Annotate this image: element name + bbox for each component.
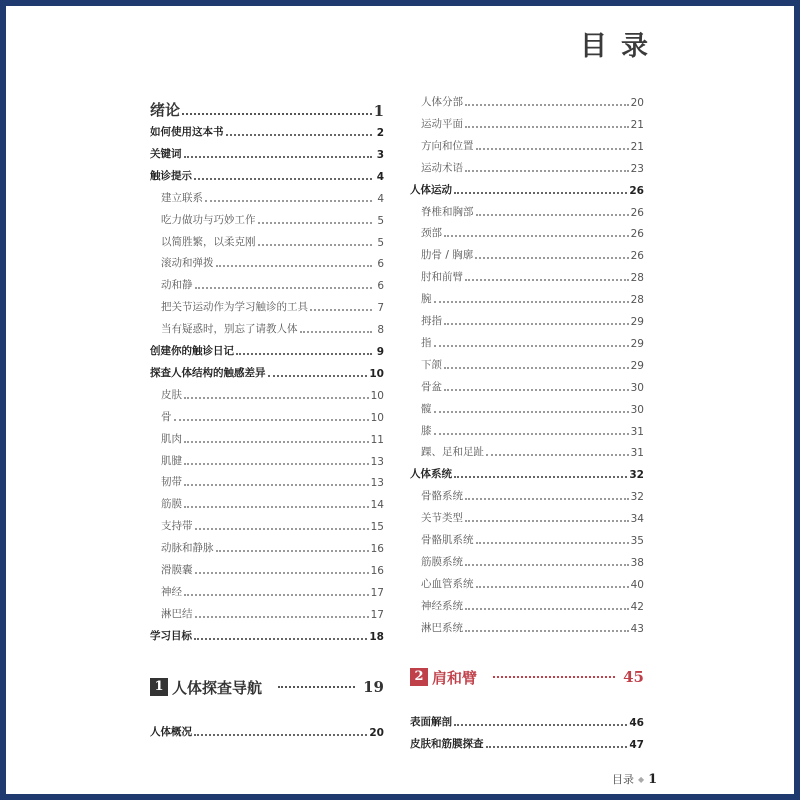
toc-entry-page: 5 [377, 236, 384, 249]
leader-dots [465, 498, 629, 500]
toc-entry-title: 肋骨 / 胸廓 [421, 249, 474, 262]
toc-entry[interactable] [410, 709, 644, 729]
toc-entry-title: 膝 [421, 424, 432, 437]
leader-dots [184, 463, 369, 465]
toc-entry-page: 15 [370, 521, 384, 534]
chapter-number-badge: 2 [410, 668, 428, 686]
toc-entry[interactable] [410, 571, 644, 591]
toc-entry-title: 踝、足和足趾 [421, 446, 484, 459]
leader-dots [300, 331, 373, 333]
toc-entry-title: 骨盆 [421, 380, 442, 393]
leader-dots [465, 104, 629, 106]
toc-intro-entry[interactable] [150, 94, 384, 120]
leader-dots [465, 608, 629, 610]
chapter-title: 人体探查导航 [172, 678, 263, 697]
leader-dots [465, 170, 629, 172]
toc-entry[interactable] [150, 491, 384, 511]
toc-entry[interactable] [150, 382, 384, 402]
toc-entry-page: 26 [630, 206, 644, 219]
toc-entry-title: 肌肉 [161, 432, 182, 445]
leader-dots [278, 686, 355, 688]
toc-entry-title: 人体系统 [410, 468, 452, 481]
toc-entry-title: 骨 [161, 410, 172, 423]
leader-dots [184, 156, 373, 158]
toc-entry-page: 17 [370, 586, 384, 599]
toc-entry[interactable] [410, 133, 644, 153]
toc-entry-title: 探查人体结构的触感差异 [150, 366, 266, 379]
toc-entry-title: 骨骼系统 [421, 490, 463, 503]
leader-dots [444, 389, 629, 391]
toc-entry-page: 16 [370, 565, 384, 577]
toc-entry[interactable] [410, 199, 644, 219]
leader-dots [476, 542, 629, 544]
toc-entry-page: 2 [376, 127, 384, 139]
leader-dots [476, 148, 629, 150]
toc-entry-page: 10 [370, 411, 384, 424]
leader-dots [493, 676, 615, 678]
toc-entry-title: 当有疑惑时，别忘了请教人体 [161, 323, 298, 336]
toc-entry-page: 20 [369, 727, 384, 739]
toc-entry-title: 骨骼肌系统 [421, 534, 474, 546]
toc-entry-page: 46 [629, 717, 644, 729]
toc-entry-title: 如何使用这本书 [150, 126, 224, 138]
toc-entry[interactable] [410, 155, 644, 175]
footer-label: 目录 [612, 773, 634, 786]
toc-entry-page: 8 [377, 324, 384, 337]
toc-entry-title: 触诊提示 [150, 169, 192, 182]
toc-entry-page: 10 [370, 389, 384, 402]
toc-entry[interactable] [150, 338, 384, 358]
toc-entry[interactable] [150, 601, 384, 621]
chapter-title: 肩和臂 [432, 668, 478, 687]
toc-entry-title: 人体运动 [410, 183, 452, 196]
toc-entry[interactable] [410, 439, 644, 459]
leader-dots [465, 126, 629, 128]
toc-entry[interactable] [150, 426, 384, 446]
toc-entry-page: 31 [630, 447, 644, 460]
toc-entry-page: 38 [630, 556, 644, 569]
toc-entry[interactable] [150, 141, 384, 161]
leader-dots [454, 192, 627, 194]
leader-dots [195, 287, 373, 289]
toc-entry[interactable] [410, 264, 644, 284]
toc-entry-title: 创建你的触诊日记 [150, 345, 234, 357]
toc-entry[interactable] [410, 286, 644, 306]
toc-entry-title: 吃力做功与巧妙工作 [161, 213, 256, 226]
toc-entry-title: 拇指 [421, 315, 442, 327]
toc-entry-page: 28 [630, 272, 644, 285]
leader-dots [444, 235, 629, 237]
toc-entry[interactable] [150, 316, 384, 336]
leader-dots [465, 520, 629, 522]
toc-entry[interactable] [410, 418, 644, 438]
toc-entry[interactable] [150, 557, 384, 577]
toc-entry-page: 40 [630, 578, 644, 591]
leader-dots [454, 476, 627, 478]
toc-entry-title: 滚动和弹拨 [161, 257, 214, 270]
toc-entry-page: 30 [630, 381, 644, 394]
toc-entry-title: 皮肤 [161, 388, 182, 401]
page-footer [612, 771, 657, 787]
leader-dots [184, 397, 369, 399]
toc-entry-title: 支持带 [161, 520, 193, 533]
toc-entry-page: 7 [377, 302, 384, 315]
toc-entry[interactable] [150, 513, 384, 533]
toc-entry[interactable] [410, 505, 644, 525]
toc-entry-page: 18 [369, 630, 384, 643]
toc-entry-page: 6 [377, 280, 384, 293]
leader-dots [434, 301, 629, 303]
toc-entry-title: 神经系统 [421, 599, 463, 612]
toc-entry-title: 学习目标 [150, 629, 192, 642]
toc-entry-title: 人体分部 [421, 96, 463, 108]
toc-entry[interactable] [410, 483, 644, 503]
toc-entry-page: 42 [630, 600, 644, 613]
page-title: 目录 [580, 31, 662, 62]
toc-entry-page: 17 [370, 608, 384, 621]
toc-entry[interactable] [150, 469, 384, 489]
chapter-1-heading[interactable] [150, 674, 384, 700]
toc-entry[interactable] [150, 448, 384, 468]
leader-dots [465, 630, 629, 632]
leader-dots [465, 564, 629, 566]
leader-dots [434, 411, 629, 413]
toc-entry-page: 10 [369, 367, 384, 380]
toc-entry-page: 32 [629, 469, 644, 482]
toc-entry-title: 动脉和静脉 [161, 542, 214, 555]
toc-entry-title: 肘和前臂 [421, 271, 463, 284]
toc-entry-page: 29 [630, 337, 644, 350]
toc-entry[interactable] [410, 549, 644, 569]
toc-entry-page: 35 [630, 535, 644, 547]
toc-entry-page: 47 [629, 739, 644, 751]
toc-page [6, 6, 794, 794]
toc-entry-title: 绪论 [150, 101, 181, 119]
toc-entry-page: 13 [370, 455, 384, 468]
toc-entry-page: 43 [630, 622, 644, 635]
toc-entry[interactable] [410, 111, 644, 131]
leader-dots [216, 265, 373, 267]
toc-entry[interactable] [150, 719, 384, 739]
toc-entry[interactable] [410, 731, 644, 751]
toc-entry-title: 以简胜繁，以柔克刚 [161, 235, 256, 248]
leader-dots [226, 134, 373, 136]
toc-entry-page: 31 [630, 425, 644, 438]
toc-entry[interactable] [410, 352, 644, 372]
toc-entry[interactable] [150, 229, 384, 249]
leader-dots [444, 323, 629, 325]
toc-entry-page: 26 [629, 184, 644, 197]
footer-page-number: 1 [648, 771, 658, 787]
toc-entry[interactable] [150, 623, 384, 643]
leader-dots [434, 345, 629, 347]
toc-entry[interactable] [150, 250, 384, 270]
toc-entry-title: 方向和位置 [421, 139, 474, 152]
toc-entry-title: 表面解剖 [410, 716, 452, 728]
toc-entry-page: 34 [630, 513, 644, 526]
toc-entry-title: 动和静 [161, 279, 193, 292]
leader-dots [236, 353, 372, 355]
toc-entry-title: 淋巴系统 [421, 621, 463, 634]
toc-entry-page: 13 [370, 477, 384, 490]
toc-entry-title: 心血管系统 [421, 577, 474, 590]
leader-dots [195, 572, 369, 574]
toc-entry-title: 髋 [421, 402, 432, 415]
leader-dots [195, 616, 369, 618]
toc-entry-title: 运动平面 [421, 117, 463, 130]
chapter-2-heading[interactable] [410, 664, 644, 690]
toc-entry-title: 颈部 [421, 227, 442, 240]
leader-dots [194, 178, 372, 180]
toc-entry[interactable] [410, 89, 644, 109]
leader-dots [184, 441, 369, 443]
toc-entry-title: 把关节运动作为学习触诊的工具 [161, 301, 308, 314]
toc-entry-page: 21 [630, 140, 644, 153]
toc-entry[interactable] [150, 163, 384, 183]
toc-entry-page: 14 [370, 499, 384, 512]
toc-entry-page: 23 [630, 162, 644, 175]
toc-entry-title: 建立联系 [161, 191, 203, 204]
leader-dots [184, 594, 369, 596]
leader-dots [174, 419, 369, 421]
toc-entry-page: 16 [370, 543, 384, 556]
leader-dots [216, 550, 369, 552]
toc-entry-title: 关节类型 [421, 512, 463, 525]
toc-entry[interactable] [410, 615, 644, 635]
toc-entry-page: 6 [377, 258, 384, 271]
leader-dots [184, 484, 369, 486]
toc-entry[interactable] [410, 308, 644, 328]
toc-entry[interactable] [150, 185, 384, 205]
toc-entry-title: 运动术语 [421, 161, 463, 174]
toc-entry-page: 1 [373, 102, 384, 120]
leader-dots [194, 734, 367, 736]
leader-dots [182, 113, 372, 115]
toc-entry[interactable] [150, 360, 384, 380]
toc-entry[interactable] [410, 396, 644, 416]
toc-entry-title: 筋膜 [161, 498, 182, 511]
toc-entry-page: 11 [370, 433, 384, 446]
toc-entry-title: 神经 [161, 585, 182, 598]
chapter-number-badge: 1 [150, 678, 168, 696]
toc-entry[interactable] [410, 242, 644, 262]
toc-entry[interactable] [150, 579, 384, 599]
toc-entry-page: 5 [377, 214, 384, 227]
toc-entry-title: 指 [421, 336, 432, 349]
toc-entry[interactable] [410, 461, 644, 481]
toc-entry-title: 筋膜系统 [421, 555, 463, 568]
leader-dots [205, 200, 372, 202]
toc-entry-title: 肌腱 [161, 454, 182, 467]
toc-entry-page: 32 [630, 491, 644, 504]
toc-entry[interactable] [410, 527, 644, 547]
toc-entry-page: 30 [630, 403, 644, 416]
leader-dots [434, 433, 629, 435]
leader-dots [195, 528, 369, 530]
toc-entry-title: 皮肤和筋膜探查 [410, 738, 484, 750]
toc-entry-page: 20 [630, 97, 644, 109]
toc-entry-page: 3 [376, 148, 384, 161]
toc-entry-page: 29 [630, 316, 644, 328]
toc-entry-page: 28 [630, 294, 644, 307]
leader-dots [258, 222, 373, 224]
toc-entry[interactable] [150, 272, 384, 292]
leader-dots [475, 257, 628, 259]
toc-entry[interactable] [410, 220, 644, 240]
toc-entry-page: 9 [376, 346, 384, 358]
leader-dots [268, 375, 368, 377]
leader-dots [486, 746, 628, 748]
toc-entry[interactable] [150, 207, 384, 227]
toc-entry[interactable] [150, 119, 384, 139]
chapter-page: 19 [363, 678, 384, 696]
leader-dots [476, 214, 629, 216]
toc-entry-title: 人体概况 [150, 726, 192, 738]
toc-entry[interactable] [410, 330, 644, 350]
toc-entry-page: 29 [630, 359, 644, 372]
chapter-page: 45 [623, 668, 644, 686]
leader-dots [184, 506, 369, 508]
toc-entry-title: 淋巴结 [161, 607, 193, 620]
leader-dots [476, 586, 629, 588]
toc-entry-page: 21 [630, 118, 644, 131]
toc-entry-page: 26 [630, 250, 644, 263]
toc-entry-page: 4 [377, 192, 384, 205]
leader-dots [454, 724, 627, 726]
toc-entry-title: 腕 [421, 293, 432, 306]
leader-dots [465, 279, 629, 281]
leader-dots [258, 244, 373, 246]
toc-entry-title: 脊椎和胸部 [421, 205, 474, 218]
toc-entry[interactable] [150, 294, 384, 314]
toc-entry[interactable] [410, 593, 644, 613]
toc-entry-page: 4 [376, 170, 384, 183]
leader-dots [194, 638, 367, 640]
toc-entry-title: 关键词 [150, 147, 182, 160]
leader-dots [444, 367, 629, 369]
toc-entry[interactable] [410, 177, 644, 197]
toc-entry-title: 下颌 [421, 358, 442, 371]
toc-entry-page: 26 [630, 228, 644, 241]
leader-dots [310, 309, 372, 311]
footer-separator-icon: ◆ [638, 774, 645, 784]
toc-entry-title: 滑膜囊 [161, 564, 193, 576]
toc-entry[interactable] [410, 374, 644, 394]
toc-entry[interactable] [150, 535, 384, 555]
toc-entry-title: 韧带 [161, 476, 182, 489]
toc-entry[interactable] [150, 404, 384, 424]
leader-dots [486, 454, 629, 456]
